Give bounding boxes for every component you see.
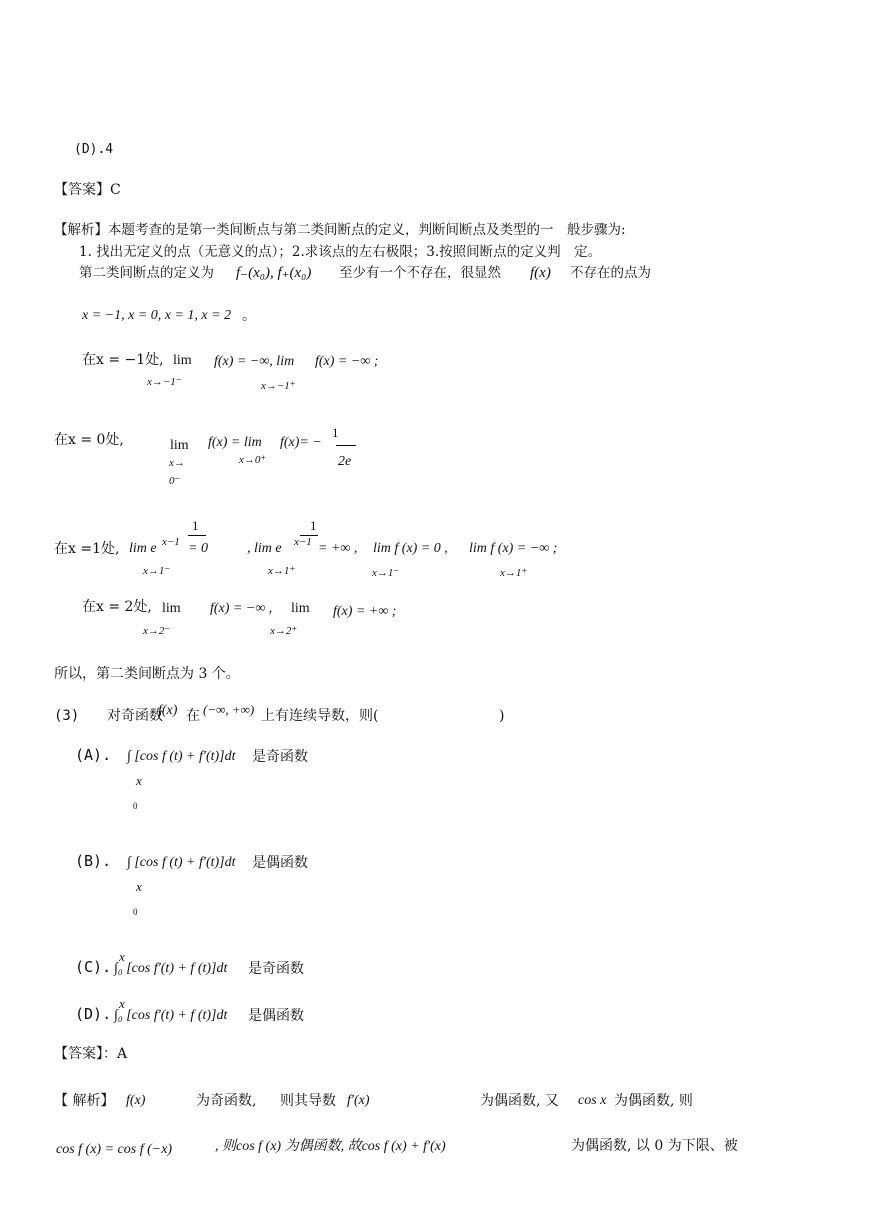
case-2-lim1: lim	[162, 601, 181, 616]
option-d-integral: ∫₀ [cos f′(t) + f (t)]dt	[114, 1008, 228, 1023]
case-1-sub4: x→1⁺	[500, 567, 528, 579]
case-1-exp1-bar	[188, 535, 206, 536]
analysis2-t4: 为偶函数, 则	[614, 1093, 693, 1109]
analysis2-cosx: cos x	[578, 1093, 607, 1108]
analysis2-t2: 则其导数	[280, 1093, 336, 1109]
previous-option-d: (D).4	[74, 142, 114, 157]
case-1-eq1: = 0	[188, 541, 208, 556]
conclusion: 所以，第二类间断点为 3 个。	[54, 666, 240, 682]
points-period: 。	[242, 308, 256, 324]
analysis-line-1: 【解析】本题考查的是第一类间断点与第二类间断点的定义，判断间断点及类型的一 般步骤为:	[54, 222, 626, 238]
option-a-upper: x	[136, 773, 142, 788]
case-minus1-lim: lim	[173, 353, 192, 368]
option-c-upper: x	[119, 949, 125, 964]
case-1-sub2: x→1⁺	[268, 565, 296, 577]
analysis2-line2-b: 为偶函数, 以 0 为下限、被	[571, 1138, 738, 1154]
case-0-frac-den: 2e	[338, 454, 352, 469]
discontinuity-points: x = −1, x = 0, x = 1, x = 2	[82, 308, 232, 323]
option-a-tail: 是奇函数	[252, 749, 308, 765]
analysis2-t1: 为奇函数,	[196, 1093, 257, 1109]
question-close-paren: )	[499, 708, 505, 724]
case-0-sub-a: x→	[169, 457, 185, 469]
option-b-integral: ∫ [cos f (t) + f′(t)]dt	[127, 855, 236, 870]
case-1-exp2-num: 1	[310, 518, 317, 533]
question-interval: (−∞, +∞)	[203, 702, 255, 717]
analysis2-lead: 【 解析】	[54, 1093, 115, 1109]
case-1-lim3: lim f (x) = 0 ,	[373, 541, 448, 556]
case-0-expr2: f(x)= −	[280, 435, 322, 450]
option-d-label: (D).	[75, 1005, 112, 1023]
case-0-expr: f(x) = lim	[208, 435, 262, 450]
case-1-lim2: , lim e	[247, 541, 282, 556]
case-0-sub-b: 0⁻	[169, 475, 181, 487]
option-b-label: (B).	[75, 852, 112, 870]
case-1-exp2-den: x−1	[294, 536, 312, 548]
option-a-label: (A).	[75, 746, 112, 764]
case-minus1-expr2: f(x) = −∞ ;	[315, 354, 379, 369]
option-a-integral: ∫ [cos f (t) + f′(t)]dt	[127, 749, 236, 764]
analysis-line-2: 1. 找出无定义的点（无意义的点）；2.求该点的左右极限；3.按照间断点的定义判 定。	[79, 244, 602, 260]
analysis2-fx: f(x)	[126, 1093, 146, 1108]
case-1-exp1-num: 1	[192, 518, 199, 533]
analysis-line-3-c: 不存在的点为	[570, 265, 651, 281]
question-text-a: 对奇函数	[107, 708, 163, 724]
option-b-upper: x	[136, 879, 142, 894]
analysis2-dfx: f′(x)	[347, 1093, 370, 1108]
case-2-expr2: f(x) = +∞ ;	[333, 604, 397, 619]
option-b-tail: 是偶函数	[252, 855, 308, 871]
option-d-upper: x	[119, 996, 125, 1011]
option-c-tail: 是奇函数	[248, 961, 304, 977]
analysis2-line2-a: , 则cos f (x) 为偶函数, 故cos f (x) + f′(x)	[215, 1139, 446, 1154]
option-c-label: (C).	[75, 958, 112, 976]
case-1-exp1-den: x−1	[162, 536, 180, 548]
case-minus1-lead: 在x = −1处,	[82, 352, 164, 368]
case-minus1-sub-right: x→−1⁺	[261, 380, 296, 392]
case-minus1-expr: f(x) = −∞, lim	[214, 354, 295, 369]
option-c-integral: ∫₀ [cos f′(t) + f (t)]dt	[114, 961, 228, 976]
case-1-eq2: = +∞ ,	[318, 541, 358, 556]
option-b-lower: 0	[133, 907, 138, 917]
case-0-sub-right: x→0⁺	[239, 454, 267, 466]
case-2-expr1: f(x) = −∞ ,	[210, 601, 273, 616]
option-a-lower: 0	[133, 801, 138, 811]
answer-label-1: 【答案】C	[54, 182, 121, 198]
question-text-b: 在	[186, 708, 200, 724]
case-1-sub3: x→1⁻	[372, 567, 400, 579]
case-minus1-sub-left: x→−1⁻	[147, 376, 182, 388]
question-text-c: 上有连续导数，则(	[261, 708, 379, 724]
case-0-lead: 在x = 0处,	[54, 432, 124, 448]
case-0-lim: lim	[170, 438, 189, 453]
case-1-lim4: lim f (x) = −∞ ;	[469, 541, 558, 556]
analysis2-line2-math: cos f (x) = cos f (−x)	[56, 1142, 173, 1157]
case-2-sub2: x→2⁺	[270, 625, 298, 637]
answer-label-2: 【答案】：A	[54, 1046, 128, 1062]
case-0-frac-bar	[336, 445, 356, 446]
case-2-sub1: x→2⁻	[143, 625, 171, 637]
analysis-line-3-b: 至少有一个不存在，很显然	[339, 265, 501, 281]
option-d-tail: 是偶函数	[248, 1008, 304, 1024]
case-1-sub1: x→1⁻	[143, 565, 171, 577]
case-0-frac-num: 1	[332, 425, 339, 440]
fx-math: f(x)	[530, 265, 551, 281]
question-number: (3)	[54, 708, 80, 724]
one-sided-limits-math: f₋(x₀), f₊(x₀)	[236, 265, 312, 281]
case-2-lead: 在x = 2处,	[82, 599, 152, 615]
analysis2-t3: 为偶函数, 又	[480, 1093, 559, 1109]
analysis-line-3-a: 第二类间断点的定义为	[79, 265, 214, 281]
case-1-lead: 在x =1处,	[54, 541, 120, 557]
case-2-lim2: lim	[291, 601, 310, 616]
question-fx: f(x)	[158, 703, 178, 718]
case-1-lim1: lim e	[129, 541, 157, 556]
